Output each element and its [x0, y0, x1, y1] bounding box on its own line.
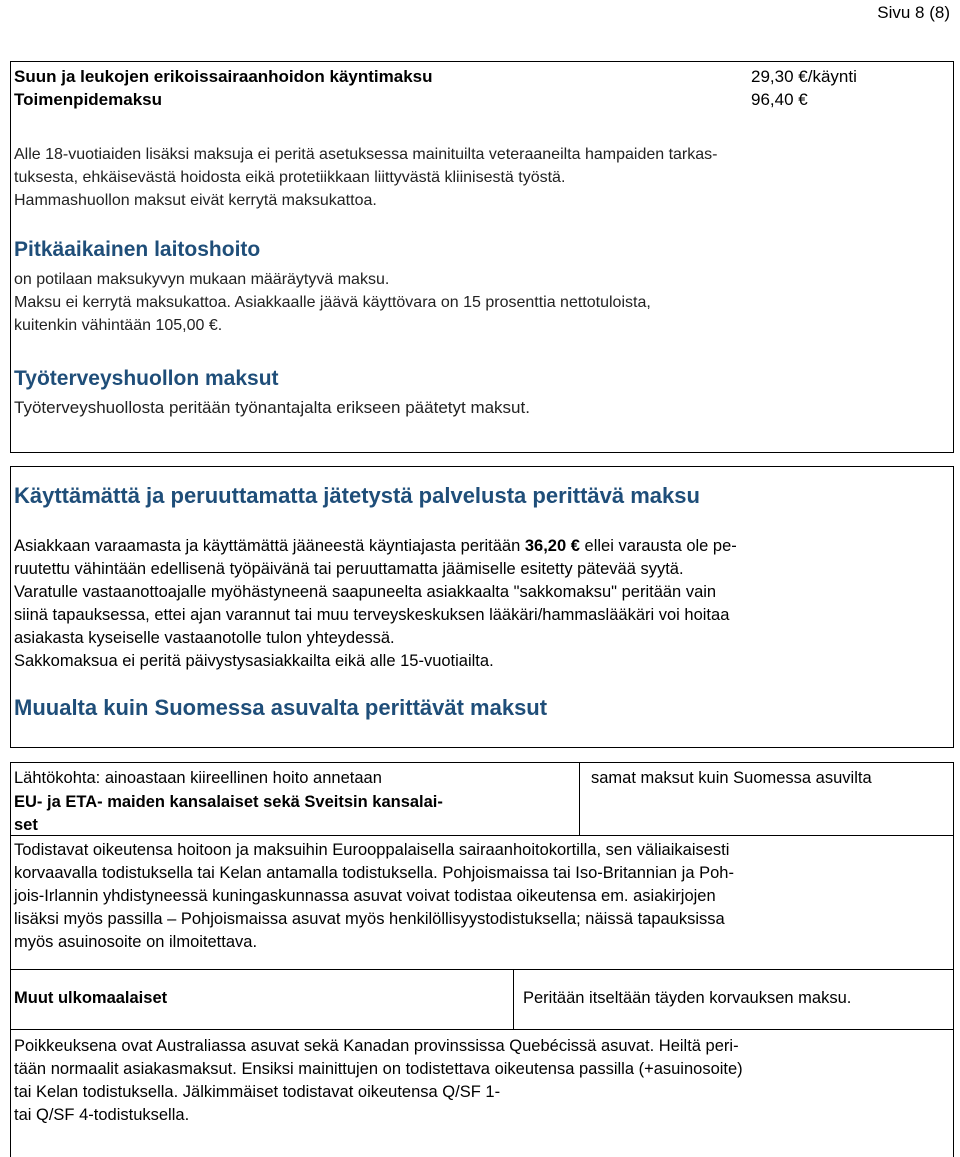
no-show-title: Käyttämättä ja peruuttamatta jätetystä palvelusta perittävä maksu: [14, 483, 700, 508]
occupational-title: Työterveyshuollon maksut: [14, 367, 279, 390]
eu-divider: [11, 835, 953, 836]
page-number: Sivu 8 (8): [877, 3, 950, 22]
fee-value-procedure: 96,40 €: [751, 90, 808, 109]
veterans-line-2: tuksesta, ehkäisevästä hoidosta eikä protetiikkaan liittyvästä kliinisestä työstä.: [14, 169, 566, 186]
fee-value-specialist: 29,30 €/käynti: [751, 67, 857, 86]
eu-text-1: Todistavat oikeutensa hoitoon ja maksuihin Eurooppalaisella sairaanhoitokortilla, sen väliaikaisesti: [14, 841, 730, 859]
fee-label-specialist: Suun ja leukojen erikoissairaanhoidon käyntimaksu: [14, 67, 433, 86]
other-bottom-divider: [11, 1029, 953, 1030]
other-value: Peritään itseltään täyden korvauksen maksu.: [523, 989, 852, 1007]
abroad-box: [10, 762, 954, 1157]
no-show-amount: 36,20 €: [524, 537, 580, 555]
eu-text-3: jois-Irlannin yhdistyneessä kuningaskunnassa asuvat voivat todistaa oikeutensa em. asiakirjojen: [14, 887, 716, 905]
long-term-line-3: kuitenkin vähintään 105,00 €.: [14, 317, 223, 334]
eu-text-4: lisäksi myös passilla – Pohjoismaissa asuvat myös henkilöllisyystodistuksella; näissä tapauksissa: [14, 910, 725, 928]
eu-text-5: myös asuinosoite on ilmoitettava.: [14, 933, 258, 951]
eu-label-1: EU- ja ETA- maiden kansalaiset sekä Sveitsin kansalai-: [14, 793, 443, 811]
no-show-line-6: Sakkomaksua ei peritä päivystysasiakkailta eikä alle 15-vuotiailta.: [14, 652, 494, 670]
exception-text-1: Poikkeuksena ovat Australiassa asuvat sekä Kanadan provinssissa Quebécissä asuvat. Heiltä peri-: [14, 1037, 739, 1055]
eu-value: samat maksut kuin Suomessa asuvilta: [591, 769, 872, 787]
occupational-line-1: Työterveyshuollosta peritään työnantajalta erikseen päätetyt maksut.: [14, 398, 530, 417]
no-show-box: [10, 466, 954, 748]
no-show-line-3: Varatulle vastaanottoajalle myöhästyneenä saapuneelta asiakkaalta "sakkomaksu" peritään vain: [14, 583, 717, 601]
fee-label-procedure: Toimenpidemaksu: [14, 90, 162, 109]
exception-text-4: tai Q/SF 4-todistuksella.: [14, 1106, 190, 1124]
other-column-divider: [513, 969, 514, 1029]
veterans-line-1: Alle 18-vuotiaiden lisäksi maksuja ei peritä asetuksessa mainituilta veteraaneilta hampaiden tarkas-: [14, 146, 718, 163]
long-term-line-2: Maksu ei kerrytä maksukattoa. Asiakkaalle jäävä käyttövara on 15 prosenttia nettotuloista,: [14, 294, 651, 311]
exception-text-2: tään normaalit asiakasmaksut. Ensiksi mainittujen on todistettava oikeutensa passilla (+asuinosoite): [14, 1060, 743, 1078]
basis-line: Lähtökohta: ainoastaan kiireellinen hoito annetaan: [14, 769, 382, 787]
no-show-line-2: ruutettu vähintään edellisenä työpäivänä tai peruuttamatta jäämiselle esitetty pätevää syytä.: [14, 560, 684, 578]
eu-column-divider: [579, 763, 580, 835]
eu-label-2: set: [14, 816, 38, 834]
abroad-title: Muualta kuin Suomessa asuvalta perittävät maksut: [14, 695, 548, 720]
other-top-divider: [11, 969, 953, 970]
exception-text-3: tai Kelan todistuksella. Jälkimmäiset todistavat oikeutensa Q/SF 1-: [14, 1083, 501, 1101]
no-show-line-1-post: ellei varausta ole pe-: [579, 537, 737, 555]
eu-text-2: korvaavalla todistuksella tai Kelan antamalla todistuksella. Pohjoismaissa tai Iso-Britannian ja Poh-: [14, 864, 734, 882]
veterans-line-3: Hammashuollon maksut eivät kerrytä maksukattoa.: [14, 192, 377, 209]
no-show-line-5: asiakasta kyseiselle vastaanotolle tulon yhteydessä.: [14, 629, 395, 647]
fees-box: [10, 61, 954, 453]
other-label: Muut ulkomaalaiset: [14, 989, 168, 1007]
long-term-line-1: on potilaan maksukyvyn mukaan määräytyvä maksu.: [14, 271, 390, 288]
no-show-line-1-pre: Asiakkaan varaamasta ja käyttämättä jääneestä käyntiajasta peritään: [14, 537, 525, 555]
no-show-line-1: [14, 535, 950, 558]
long-term-care-title: Pitkäaikainen laitoshoito: [14, 238, 261, 261]
no-show-line-4: siinä tapauksessa, ettei ajan varannut tai muu terveyskeskuksen lääkäri/hammaslääkäri voi hoitaa: [14, 606, 730, 624]
